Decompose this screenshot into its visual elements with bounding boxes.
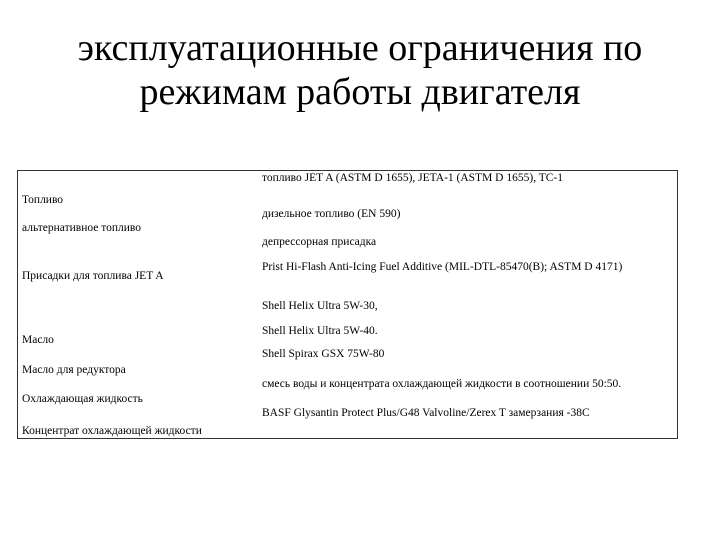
row-label-gearbox-oil: Масло для редуктора: [22, 363, 126, 376]
row-value-oil-line-2: Shell Helix Ultra 5W-40.: [262, 324, 378, 337]
row-value-coolant-line-1: смесь воды и концентрата охлаждающей жидкости в соотношении 50:50.: [262, 377, 622, 390]
page-title-line-2: режимам работы двигателя: [139, 71, 581, 113]
row-value-coolant-concentrate: [258, 406, 678, 439]
row-value-alt-fuel: [258, 207, 678, 235]
row-label-coolant-concentrate: Концентрат охлаждающей жидкости: [22, 425, 202, 437]
table-row-coolant-concentrate: [18, 406, 678, 439]
row-label-coolant: Охлаждающая жидкость: [22, 392, 143, 405]
row-value-fuel-additives-line-2: Prist Hi-Flash Anti-Icing Fuel Additive (MIL-DTL-85470(B); ASTM D 4171): [262, 260, 623, 273]
row-label-alt-fuel: альтернативное топливо: [22, 221, 141, 234]
row-value-gearbox-oil-line-1: Shell Spirax GSX 75W-80: [262, 347, 385, 360]
row-value-fuel: [258, 171, 678, 207]
page-title-line-1: эксплуатационные ограничения по: [77, 27, 643, 69]
table-row-fuel: [18, 171, 678, 207]
table-row-gearbox-oil: [18, 347, 678, 377]
engine-limits-table: [17, 170, 678, 439]
row-value-coolant: [258, 377, 678, 406]
table-row-fuel-additives: [18, 235, 678, 299]
table-row-coolant: [18, 377, 678, 406]
row-value-coolant-concentrate-line-1: BASF Glysantin Protect Plus/G48 Valvoline/Zerex T замерзания -38С: [262, 406, 590, 419]
row-value-alt-fuel-line-1: дизельное топливо (EN 590): [262, 207, 401, 220]
row-label-oil: Масло: [22, 333, 54, 346]
page-title: [0, 26, 720, 114]
row-value-fuel-line-1: топливо JET A (ASTM D 1655), JETA-1 (ASTM D 1655), TC-1: [262, 172, 564, 184]
row-value-oil-line-1: Shell Helix Ultra 5W-30,: [262, 299, 378, 312]
row-label-fuel-additives: Присадки для топлива JET A: [22, 269, 164, 282]
row-value-gearbox-oil: [258, 347, 678, 377]
row-value-oil: [258, 299, 678, 347]
row-value-fuel-additives-line-1: депрессорная присадка: [262, 235, 377, 248]
table-row-oil: [18, 299, 678, 347]
row-value-fuel-additives: [258, 235, 678, 299]
table-row-alt-fuel: [18, 207, 678, 235]
row-label-fuel: Топливо: [22, 193, 64, 206]
